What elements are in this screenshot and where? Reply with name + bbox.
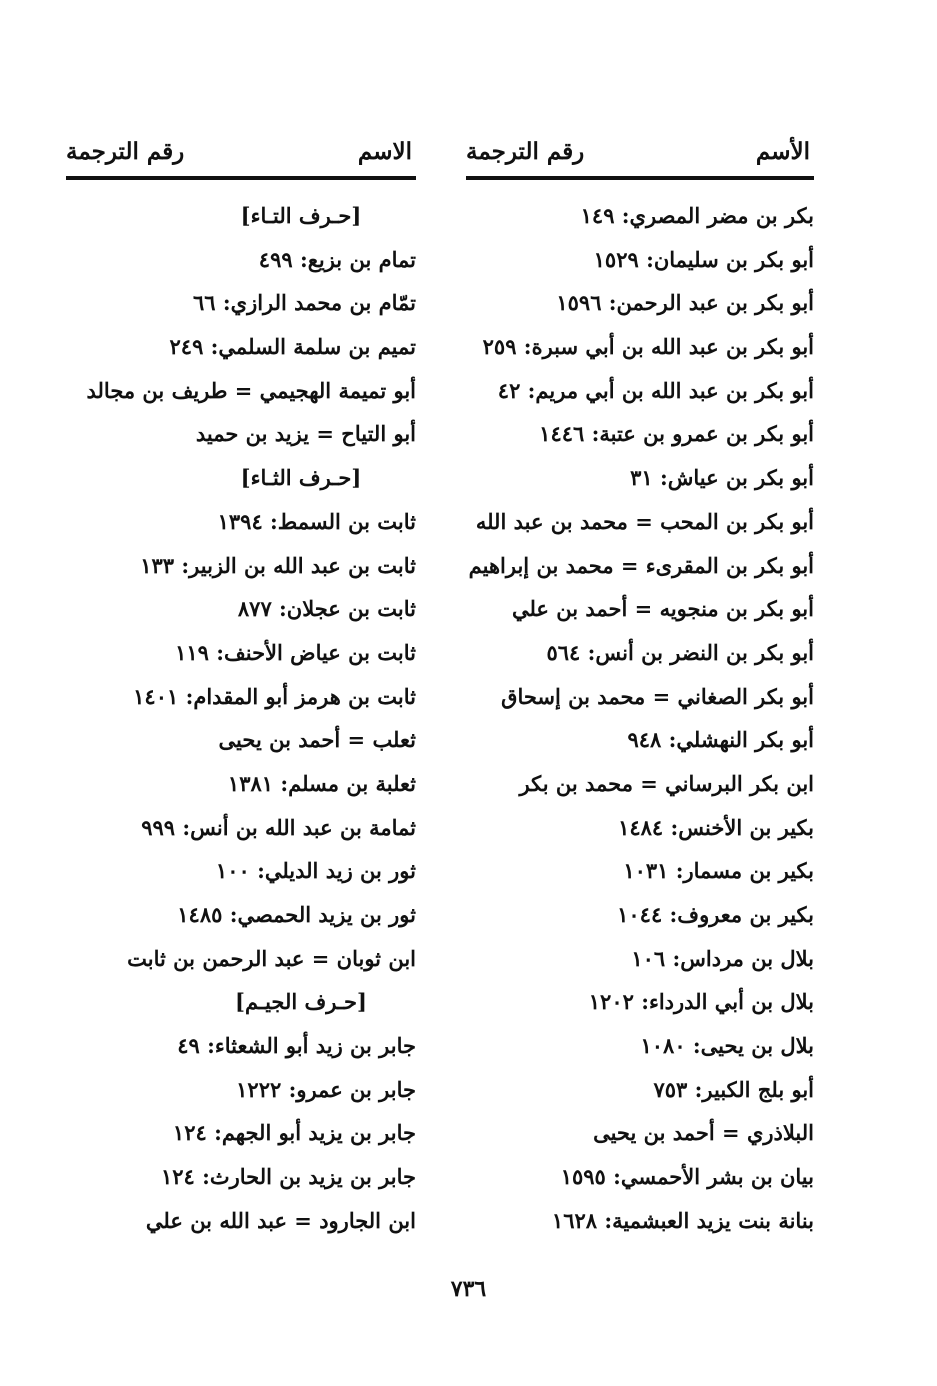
index-entry: بيان بن بشر الأحمسي: ١٥٩٥: [560, 1164, 814, 1190]
index-entry: أبو التياح = يزيد بن حميد: [195, 421, 416, 447]
index-entry: أبو بكر بن منجويه = أحمد بن علي: [511, 596, 814, 622]
right-index-column: [466, 130, 814, 1243]
index-entry: بكير بن مسمار: ١٠٣١: [623, 858, 814, 884]
index-entry: أبو بكر بن المحب = محمد بن عبد الله: [475, 508, 814, 534]
index-entry: أبو بكر بن عمرو بن عتبة: ١٤٤٦: [539, 421, 814, 447]
index-entry: ثعلب = أحمد بن يحيى: [218, 727, 416, 753]
index-entry: بنانة بنت يزيد العبشمية: ١٦٢٨: [551, 1207, 814, 1233]
index-entry: ابن بكر البرساني = محمد بن بكر: [519, 770, 814, 796]
index-entry: تمام بن بزيع: ٤٩٩: [258, 246, 416, 272]
right-column-header: [466, 130, 814, 180]
index-entry: تمّام بن محمد الرازي: ٦٦: [193, 290, 416, 316]
index-entry: ثور بن زيد الديلي: ١٠٠: [215, 858, 416, 884]
page-number: ٧٣٦: [450, 1276, 487, 1302]
index-entry: ثمامة بن عبد الله بن أنس: ٩٩٩: [141, 814, 416, 840]
index-entry: أبو بكر بن سليمان: ١٥٢٩: [593, 246, 814, 272]
index-entry: جابر بن زيد أبو الشعثاء: ٤٩: [177, 1033, 416, 1059]
index-entry: بلال بن يحيى: ١٠٨٠: [640, 1033, 814, 1059]
index-entry: ثابت بن هرمز أبو المقدام: ١٤٠١: [133, 683, 416, 709]
index-entry: جابر بن يزيد بن الحارث: ١٢٤: [160, 1164, 416, 1190]
index-entry: أبو بكر النهشلي: ٩٤٨: [627, 727, 814, 753]
name-column-heading: الاسم: [357, 138, 412, 165]
index-entry: أبو بكر الصغاني = محمد بن إسحاق: [501, 683, 814, 709]
index-entry: أبو بكر بن المقرىء = محمد بن إبراهيم: [468, 552, 814, 578]
index-entry: أبو بلج الكبير: ٧٥٣: [653, 1076, 814, 1102]
index-entry: البلاذري = أحمد بن يحيى: [593, 1120, 814, 1146]
number-column-heading: رقم الترجمة: [466, 138, 585, 165]
index-entry: ابن ثوبان = عبد الرحمن بن ثابت: [127, 945, 416, 971]
index-entry: أبو بكر بن النضر بن أنس: ٥٦٤: [546, 639, 814, 665]
index-entry: ثابت بن السمط: ١٣٩٤: [217, 508, 416, 534]
index-entry: أبو بكر بن عبد الله بن أبي سبرة: ٢٥٩: [482, 334, 814, 360]
index-entry: جابر بن يزيد أبو الجهم: ١٢٤: [172, 1120, 416, 1146]
left-entries-list: [66, 194, 416, 1243]
left-column-header: [66, 130, 416, 180]
index-entry: بكير بن معروف: ١٠٤٤: [617, 902, 814, 927]
index-entry: بكر بن مضر المصري: ١٤٩: [580, 203, 814, 228]
index-entry: ثور بن يزيد الحمصي: ١٤٨٥: [177, 902, 416, 927]
right-entries-list: [466, 194, 814, 1243]
section-heading: [حـرف الثـاء]: [240, 465, 362, 491]
left-index-column: [66, 130, 416, 1243]
index-entry: تميم بن سلمة السلمي: ٢٤٩: [169, 334, 416, 360]
index-entry: أبو بكر بن عبد الله بن أبي مريم: ٤٢: [497, 377, 814, 403]
index-entry: ثعلبة بن مسلم: ١٣٨١: [227, 770, 416, 796]
index-entry: أبو تميمة الهجيمي = طريف بن مجالد: [86, 377, 416, 403]
index-entry: جابر بن عمرو: ١٢٢٢: [236, 1076, 416, 1102]
index-entry: ثابت بن عبد الله بن الزبير: ١٣٣: [140, 552, 416, 578]
section-heading: [حـرف التـاء]: [240, 203, 362, 228]
section-heading: [حـرف الجيـم]: [235, 989, 367, 1015]
number-column-heading: رقم الترجمة: [66, 138, 185, 165]
index-entry: بلال بن مرداس: ١٠٦: [631, 945, 814, 971]
name-column-heading: الأسم: [755, 138, 810, 165]
index-entry: ابن الجارود = عبد الله بن علي: [145, 1207, 416, 1233]
index-entry: بكير بن الأخنس: ١٤٨٤: [618, 814, 814, 840]
index-entry: أبو بكر بن عياش: ٣١: [630, 465, 814, 491]
index-entry: بلال بن أبي الدرداء: ١٢٠٢: [588, 989, 814, 1015]
index-entry: أبو بكر بن عبد الرحمن: ١٥٩٦: [556, 290, 814, 316]
index-entry: ثابت بن عجلان: ٨٧٧: [237, 596, 416, 622]
index-entry: ثابت بن عياض الأحنف: ١١٩: [175, 639, 416, 665]
